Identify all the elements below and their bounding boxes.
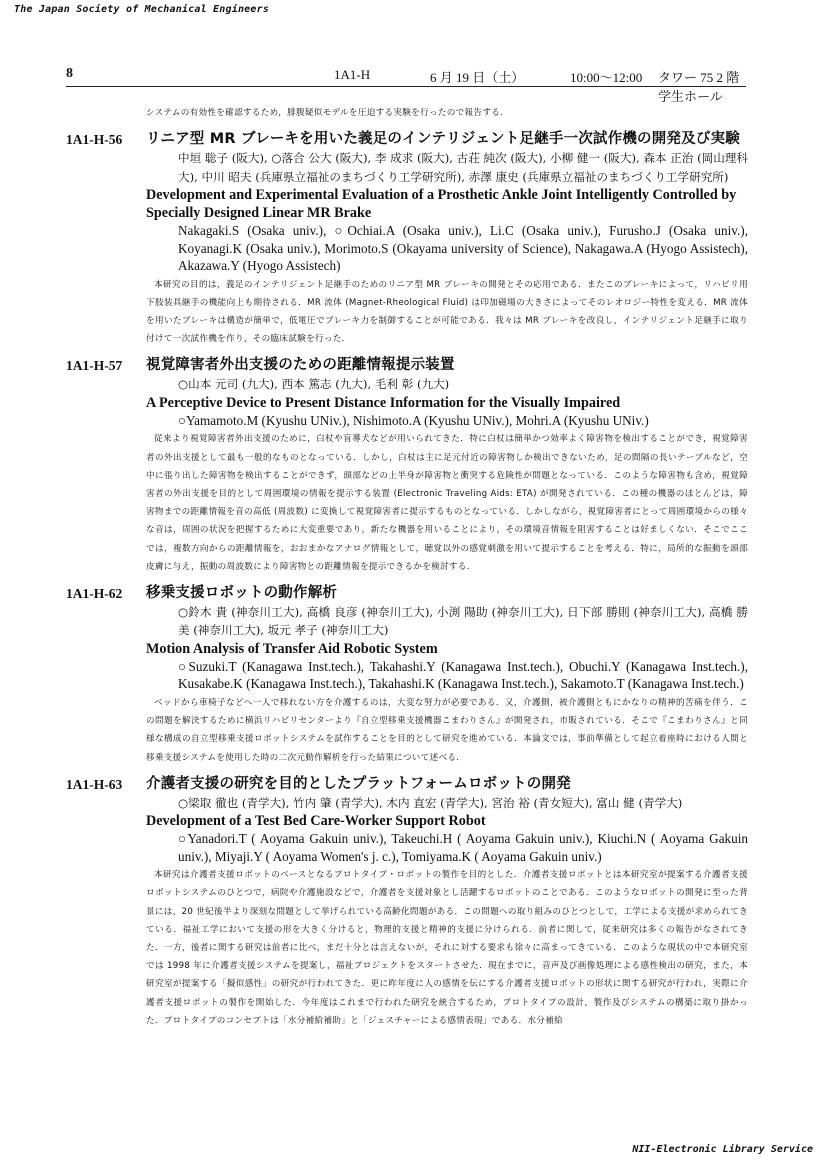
entry-body <box>146 356 748 576</box>
title-japanese: リニア型 MR ブレーキを用いた義足のインテリジェント足継手一次試作機の開発及び実験 <box>146 131 740 147</box>
title-english: A Perceptive Device to Present Distance Information for the Visually Impaired <box>146 394 621 411</box>
continued-abstract: システムの有効性を確認するため，腓腹疑似モデルを圧迫する実験を行ったので報告する． <box>146 108 510 118</box>
authors-japanese: ○山本 元司 (九大), 西本 篤志 (九大), 毛利 彰 (九大) <box>178 377 450 392</box>
footer-service: NII-Electronic Library Service <box>632 1144 813 1155</box>
entry-id: 1A1-H-63 <box>66 776 123 792</box>
title-english: Motion Analysis of Transfer Aid Robotic System <box>146 640 438 657</box>
entry-id: 1A1-H-62 <box>66 585 123 601</box>
session-time: 10:00〜12:00 <box>570 70 643 85</box>
program-entry <box>66 584 748 767</box>
entry-body <box>146 130 748 348</box>
abstract: 従来より視覚障害者外出支援のために，白杖や盲導犬などが用いられてきた．特に白杖は簡単かつ効率よく障害物を検出することができ，視覚障害者の外出支援として最も一般的なものとなっている．しかし，白杖は主に足元付近の障害物しか検出できないため，足の間隔の長いテーブルなど，空中に張り出した障害物を検出することができず，頭部などの上半身が障害物と衝突する危険性が問題となっている．このような障害物も含め，視覚障害者の外出支援を目的として周囲環境の情報を提示する装置 (Electronic Traveling Aids: ETA) が開発されている．この種の機器のほとんどは，障害物までの距離情報を音の高低 (周波数) に変換して視覚障害者に提示するものとなっている．しかしながら，視覚障害者にとって周囲環境からの様々な音は，周囲の状況を把握するために大変重要であり，新たな機器を用いることにより，その環境音情報を阻害することは好ましくない．そこでここでは，複数方向からの距離情報を，おおまかなアナログ情報として，聴覚以外の感覚刺激を用いて提示することを考える．特に，局所的な振動を頭部皮膚に与え，振動の周波数により障害物との距離情報を提示できるかを検討する． <box>146 434 748 572</box>
entry-id: 1A1-H-56 <box>66 132 123 147</box>
session-code: 1A1-H <box>334 67 371 82</box>
authors-english: ○Suzuki.T (Kanagawa Inst.tech.), Takahashi.Y (Kanagawa Inst.tech.), Obuchi.Y (Kanagawa Inst.tech.), Kusakabe.K (Kanagawa Inst.tech.), Takahashi.K (Kanagawa Inst.tech.), Sakamoto.T (Kanagawa Inst.tech.) <box>178 658 748 692</box>
entry-id: 1A1-H-57 <box>66 358 123 374</box>
session-room: タワー 75 2 階 学生ホール <box>658 70 740 104</box>
program-entry <box>66 775 748 1030</box>
abstract: ベッドから車椅子などへ一人で移れない方を介護するのは，大変な努力が必要である．又，介護側，被介護側ともにかなりの精神的苦痛を伴う．この問題を解決するために横浜リハビリセンターより『自立型移乗支援機器こまわりさん』が開発され，市販されている．そこで『こまわりさん』と同様な構成の自立型移乗支援ロボットシステムを試作することを目的として研究を進めている．本論文では，事前準備として起立着座時における人間と移乗支援システムを使用した時の二次元動作解析を行った結果について述べる． <box>146 697 748 763</box>
running-head <box>66 66 746 104</box>
page-number: 8 <box>66 66 73 81</box>
program-entry <box>66 356 748 576</box>
title-japanese: 介護者支援の研究を目的としたプラットフォームロボットの開発 <box>146 775 571 792</box>
title-japanese: 移乗支援ロボットの動作解析 <box>146 584 338 601</box>
abstract: 本研究は介護者支援ロボットのベースとなるプロトタイプ・ロボットの製作を目的とした．介護者支援ロボットとは本研究室が提案する介護者支援ロボットシステムのひとつで，病院や介護施設などで，介護者を支援対象とし活躍するロボットのことである．このようなロボットの開発に至った背景には，20 世紀後半より深刻な問題として挙げられている高齢化問題がある．この問題への取り組みのひとつとして，工学による支援が求められてきている．福祉工学において支援の形を大きく分けると，物理的支援と精神的支援に分けられる．前者に関して，従来研究は多くの報告がなされてきた．一方，後者に関する研究は前者に比べ，まだ十分とは言えないが，それに対する要求も徐々に高まってきている．このような現状の中で本研究室では 1998 年に介護者支援システムを提案し，福祉プロジェクトをスタートさせた．現在までに，音声及び画像処理による感性検出の研究，また，本研究室が提案する「擬似感性」の研究が行われてきた．更に昨年度に人の感情を伝にする介護者支援ロボットの形状に関する研究が行われ，実際に介護者支援ロボットの製作を開始した．今年度はこれまで行われた研究を統合するため，プロトタイプの設計，製作及びシステムの構築に取り掛かった．プロトタイプのコンセプトは「水分補給補助」と「ジェスチャーによる感情表現」である．水分補給 <box>146 870 748 1026</box>
authors-english: ○Yanadori.T ( Aoyama Gakuin univ.), Takeuchi.H ( Aoyama Gakuin univ.), Kiuchi.N ( Aoyama Gakuin univ.), Miyaji.Y ( Aoyama Women's j. c.), Tomiyama.K ( Aoyama Gakuin univ.) <box>178 831 748 864</box>
entry-body <box>146 584 748 767</box>
authors-japanese: 中垣 聡子 (阪大), ○落合 公大 (阪大), 李 成求 (阪大), 古荘 純次 (阪大), 小柳 健一 (阪大), 森本 正治 (岡山理科大), 中川 昭夫 (兵庫県立福祉のまちづくり工学研究所), 赤澤 康史 (兵庫県立福祉のまちづくり工学研究所) <box>178 151 748 184</box>
title-japanese: 視覚障害者外出支援のための距離情報提示装置 <box>146 357 455 374</box>
program-content <box>66 104 748 1030</box>
title-english: Development of a Test Bed Care-Worker Support Robot <box>146 813 486 830</box>
authors-japanese: ○鈴木 貴 (神奈川工大), 高橋 良彦 (神奈川工大), 小渕 陽助 (神奈川工大), 日下部 勝則 (神奈川工大), 高橋 勝美 (神奈川工大), 坂元 孝子 (神奈川工大) <box>178 604 748 638</box>
abstract: 本研究の目的は，義足のインテリジェント足継手のためのリニア型 MR ブレーキの開発とその応用である．またこのブレーキによって，リハビリ用下肢装具継手の機能向上も期待される．MR 流体 (Magnet-Rheological Fluid) は印加磁場の大きさによってそのレオロジー特性を変える．MR 流体を用いたブレーキは構造が簡単で，低電圧でブレーキ力を制御することが可能である．我々は MR ブレーキを改良し，インテリジェント足継手に取り付けて一次試作機を作り，その臨床試験を行った． <box>146 279 748 345</box>
authors-japanese: ○梁取 徹也 (青学大), 竹内 肇 (青学大), 木内 直宏 (青学大), 宮治 裕 (青女短大), 富山 健 (青学大) <box>178 795 683 810</box>
program-entry <box>66 130 748 348</box>
session-date: 6 月 19 日（土） <box>430 70 525 85</box>
authors-english: ○Yamamoto.M (Kyushu UNiv.), Nishimoto.A (Kyushu UNiv.), Mohri.A (Kyushu UNiv.) <box>178 412 649 428</box>
entry-body <box>146 775 748 1030</box>
title-english: Development and Experimental Evaluation of a Prosthetic Ankle Joint Intelligently Controlled by Specially Designed Linear MR Brake <box>146 187 737 221</box>
authors-english: Nakagaki.S (Osaka univ.), ○Ochiai.A (Osaka univ.), Li.C (Osaka univ.), Furusho.J (Osaka univ.), Koyanagi.K (Osaka univ.), Morimoto.S (Okayama university of Science), Nakagawa.A (Hyogo Assistech), Akazawa.Y (Hyogo Assistech) <box>178 223 748 273</box>
society-name: The Japan Society of Mechanical Engineers <box>14 4 270 15</box>
